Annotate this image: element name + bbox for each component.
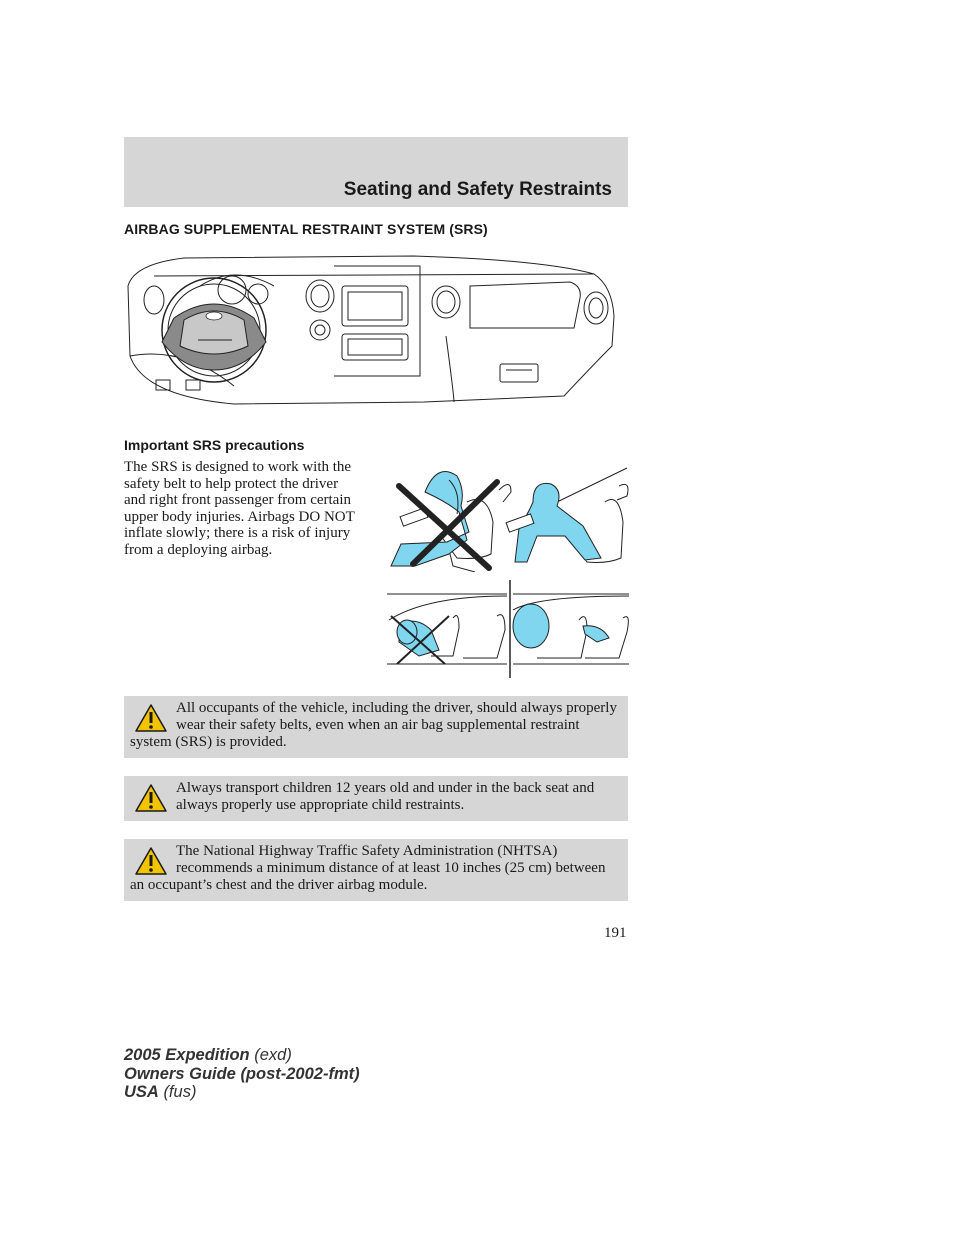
footer-line-1 <box>124 1046 360 1065</box>
page-number: 191 <box>604 925 627 941</box>
warning-text: The National Highway Traffic Safety Administration (NHTSA) recommends a minimum distance of at least 10 inches (25 cm) between an occupant’s chest and the driver airbag module. <box>130 843 606 893</box>
section-title: AIRBAG SUPPLEMENTAL RESTRAINT SYSTEM (SRS) <box>124 221 488 237</box>
footer-line-3 <box>124 1083 360 1102</box>
warning-triangle-icon <box>134 846 168 876</box>
warning-text: Always transport children 12 years old and under in the back seat and always properly use appropriate child restraints. <box>176 780 595 813</box>
seated-occupant-illustration <box>387 462 629 572</box>
warning-box-safety-belts <box>124 696 628 758</box>
page-title: Seating and Safety Restraints <box>343 179 612 200</box>
warning-box-nhtsa-distance <box>124 839 628 901</box>
precautions-body: The SRS is designed to work with the safety belt to help protect the driver and right front passenger from certain upper body injuries. Airbags DO NOT inflate slowly; there is a risk of injury from a deploying airbag. <box>124 459 355 558</box>
header-band <box>124 137 628 207</box>
footer-model-code: (exd) <box>254 1046 292 1064</box>
footer-line-2 <box>124 1065 360 1084</box>
footer-guide: Owners Guide (post-2002-fmt) <box>124 1064 360 1083</box>
footer-market-code: (fus) <box>163 1083 197 1101</box>
footer-model: 2005 Expedition <box>124 1046 250 1064</box>
dashboard-illustration <box>124 246 620 408</box>
warning-box-children <box>124 776 628 821</box>
warning-triangle-icon <box>134 783 168 813</box>
footer-market: USA <box>124 1083 159 1101</box>
vehicle-airbag-illustration <box>387 580 629 678</box>
warning-triangle-icon <box>134 703 168 733</box>
warning-text: All occupants of the vehicle, including the driver, should always properly wear their safety belts, even when an air bag supplemental restraint system (SRS) is provided. <box>130 700 617 750</box>
footer <box>124 1046 360 1102</box>
precautions-title: Important SRS precautions <box>124 437 305 453</box>
